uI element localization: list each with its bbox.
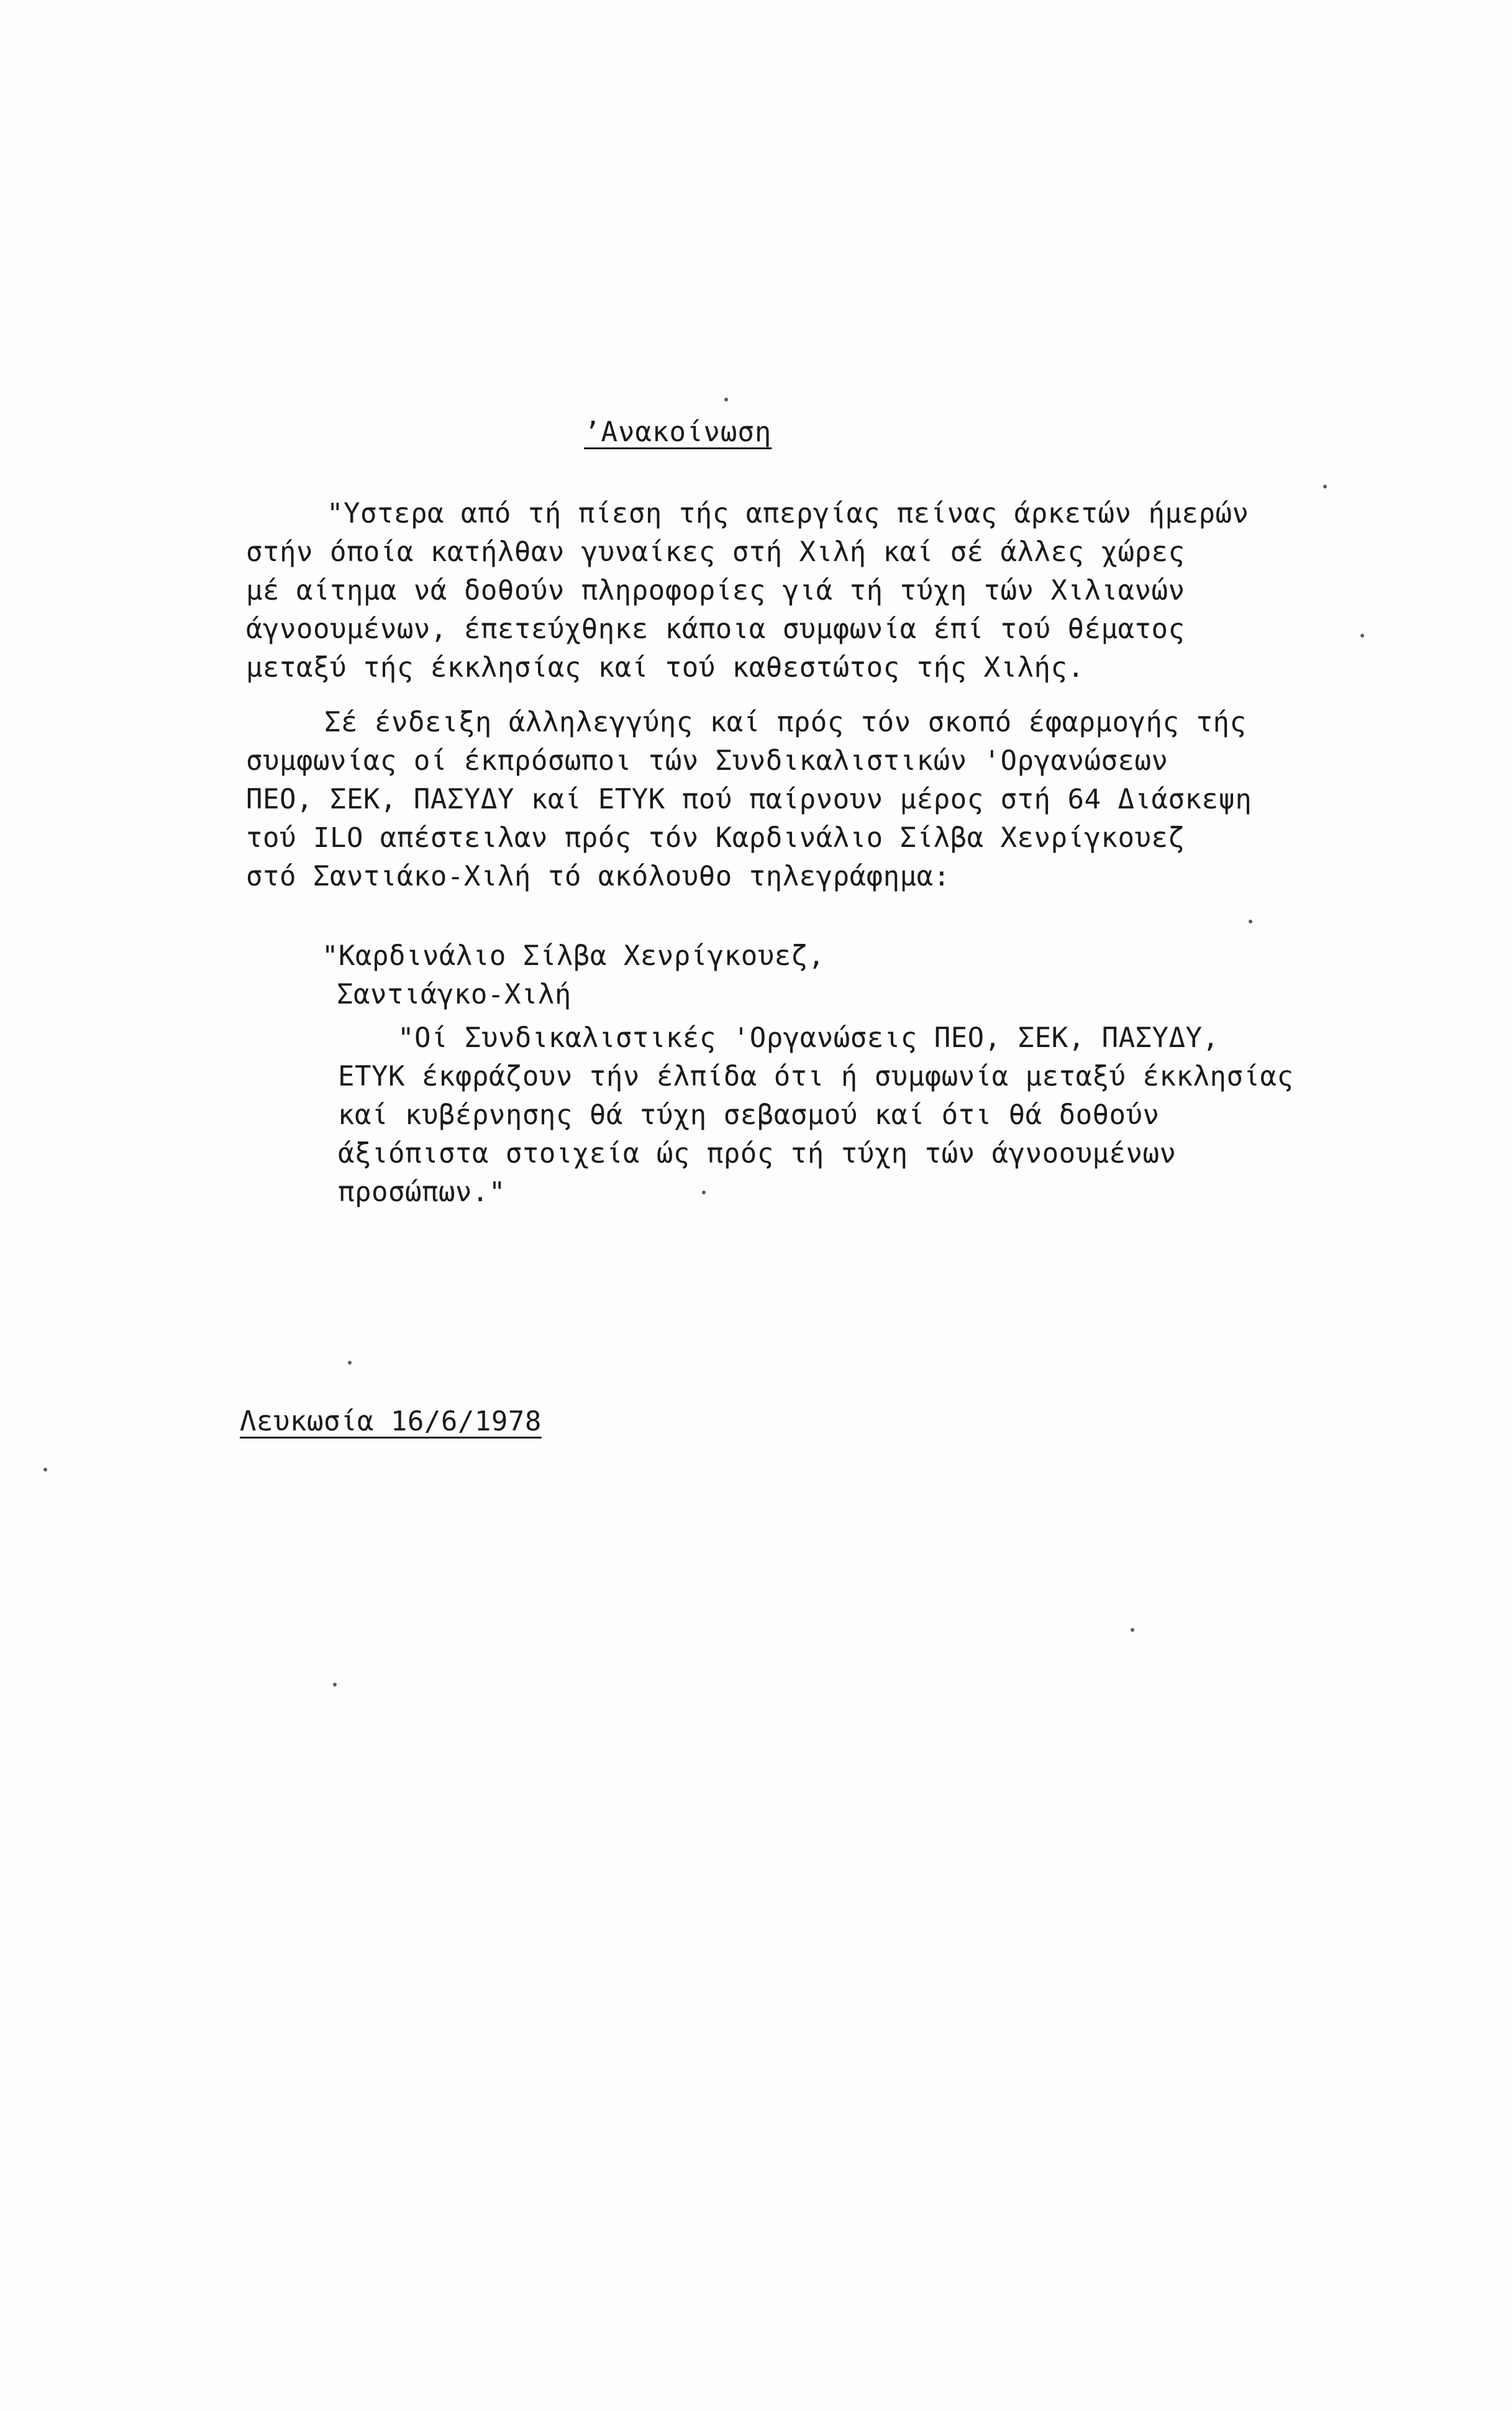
paragraph-strike-context — [246, 495, 1249, 687]
telegram-body — [338, 1019, 1293, 1212]
telegram-line: ΕΤΥΚ έκφράζουν τήν έλπίδα ότι ή συμφωνία μεταξύ έκκλησίας — [338, 1061, 1294, 1092]
scan-speck — [1360, 634, 1364, 638]
scan-speck — [1323, 485, 1327, 488]
text-line: στήν όποία κατήλθαν γυναίκες στή Χιλή καί σέ άλλες χώρες — [246, 536, 1185, 568]
text-line: μέ αίτημα νά δοθούν πληροφορίες γιά τή τύχη τών Χιλιανών — [246, 575, 1185, 606]
scan-speck — [43, 1468, 47, 1471]
telegram-line: άξιόπιστα στοιχεία ώς πρός τή τύχη τών άγνοουμένων — [338, 1138, 1177, 1169]
text-line: ΠΕΟ, ΣΕΚ, ΠΑΣΥΔΥ καί ΕΤΥΚ πού παίρνουν μέρος στή 64 Διάσκεψη — [246, 784, 1252, 815]
scan-speck — [348, 1361, 352, 1365]
telegram-line: "Οί Συνδικαλιστικές 'Οργανώσεις ΠΕΟ, ΣΕΚ, ΠΑΣΥΔΥ, — [398, 1022, 1219, 1054]
text-line: "Υστερα από τή πίεση τής απεργίας πείνας άρκετών ήμερών — [327, 498, 1249, 529]
address-line: "Καρδινάλιο Σίλβα Χενρίγκουεζ, — [322, 940, 825, 972]
scan-speck — [333, 1683, 337, 1686]
telegram-line: προσώπων." — [338, 1176, 506, 1208]
place-date-signoff: Λευκωσία 16/6/1978 — [240, 1406, 542, 1437]
page-title: ’Ανακοίνωση — [584, 416, 772, 448]
paragraph-solidarity — [246, 703, 1252, 896]
text-line: μεταξύ τής έκκλησίας καί τού καθεστώτος τής Χιλής. — [246, 652, 1085, 684]
text-line: Σέ ένδειξη άλληλεγγύης καί πρός τόν σκοπό έφαρμογής τής — [324, 707, 1247, 738]
telegram-address — [322, 937, 825, 1014]
text-line: τού ILO απέστειλαν πρός τόν Καρδινάλιο Σίλβα Χενρίγκουεζ — [246, 822, 1185, 854]
text-line: στό Σαντιάκο-Χιλή τό ακόλουθο τηλεγράφημα: — [246, 861, 950, 892]
scan-speck — [1249, 920, 1252, 923]
scan-speck — [1131, 1628, 1134, 1632]
text-line: συμφωνίας οί έκπρόσωποι τών Συνδικαλιστικών 'Οργανώσεων — [246, 745, 1168, 777]
scan-speck — [724, 398, 728, 401]
telegram-line: καί κυβέρνησης θά τύχη σεβασμού καί ότι θά δοθούν — [338, 1099, 1160, 1131]
address-line: Σαντιάγκο-Χιλή — [337, 979, 572, 1010]
text-line: άγνοουμένων, έπετεύχθηκε κάποια συμφωνία έπί τού θέματος — [246, 613, 1185, 645]
